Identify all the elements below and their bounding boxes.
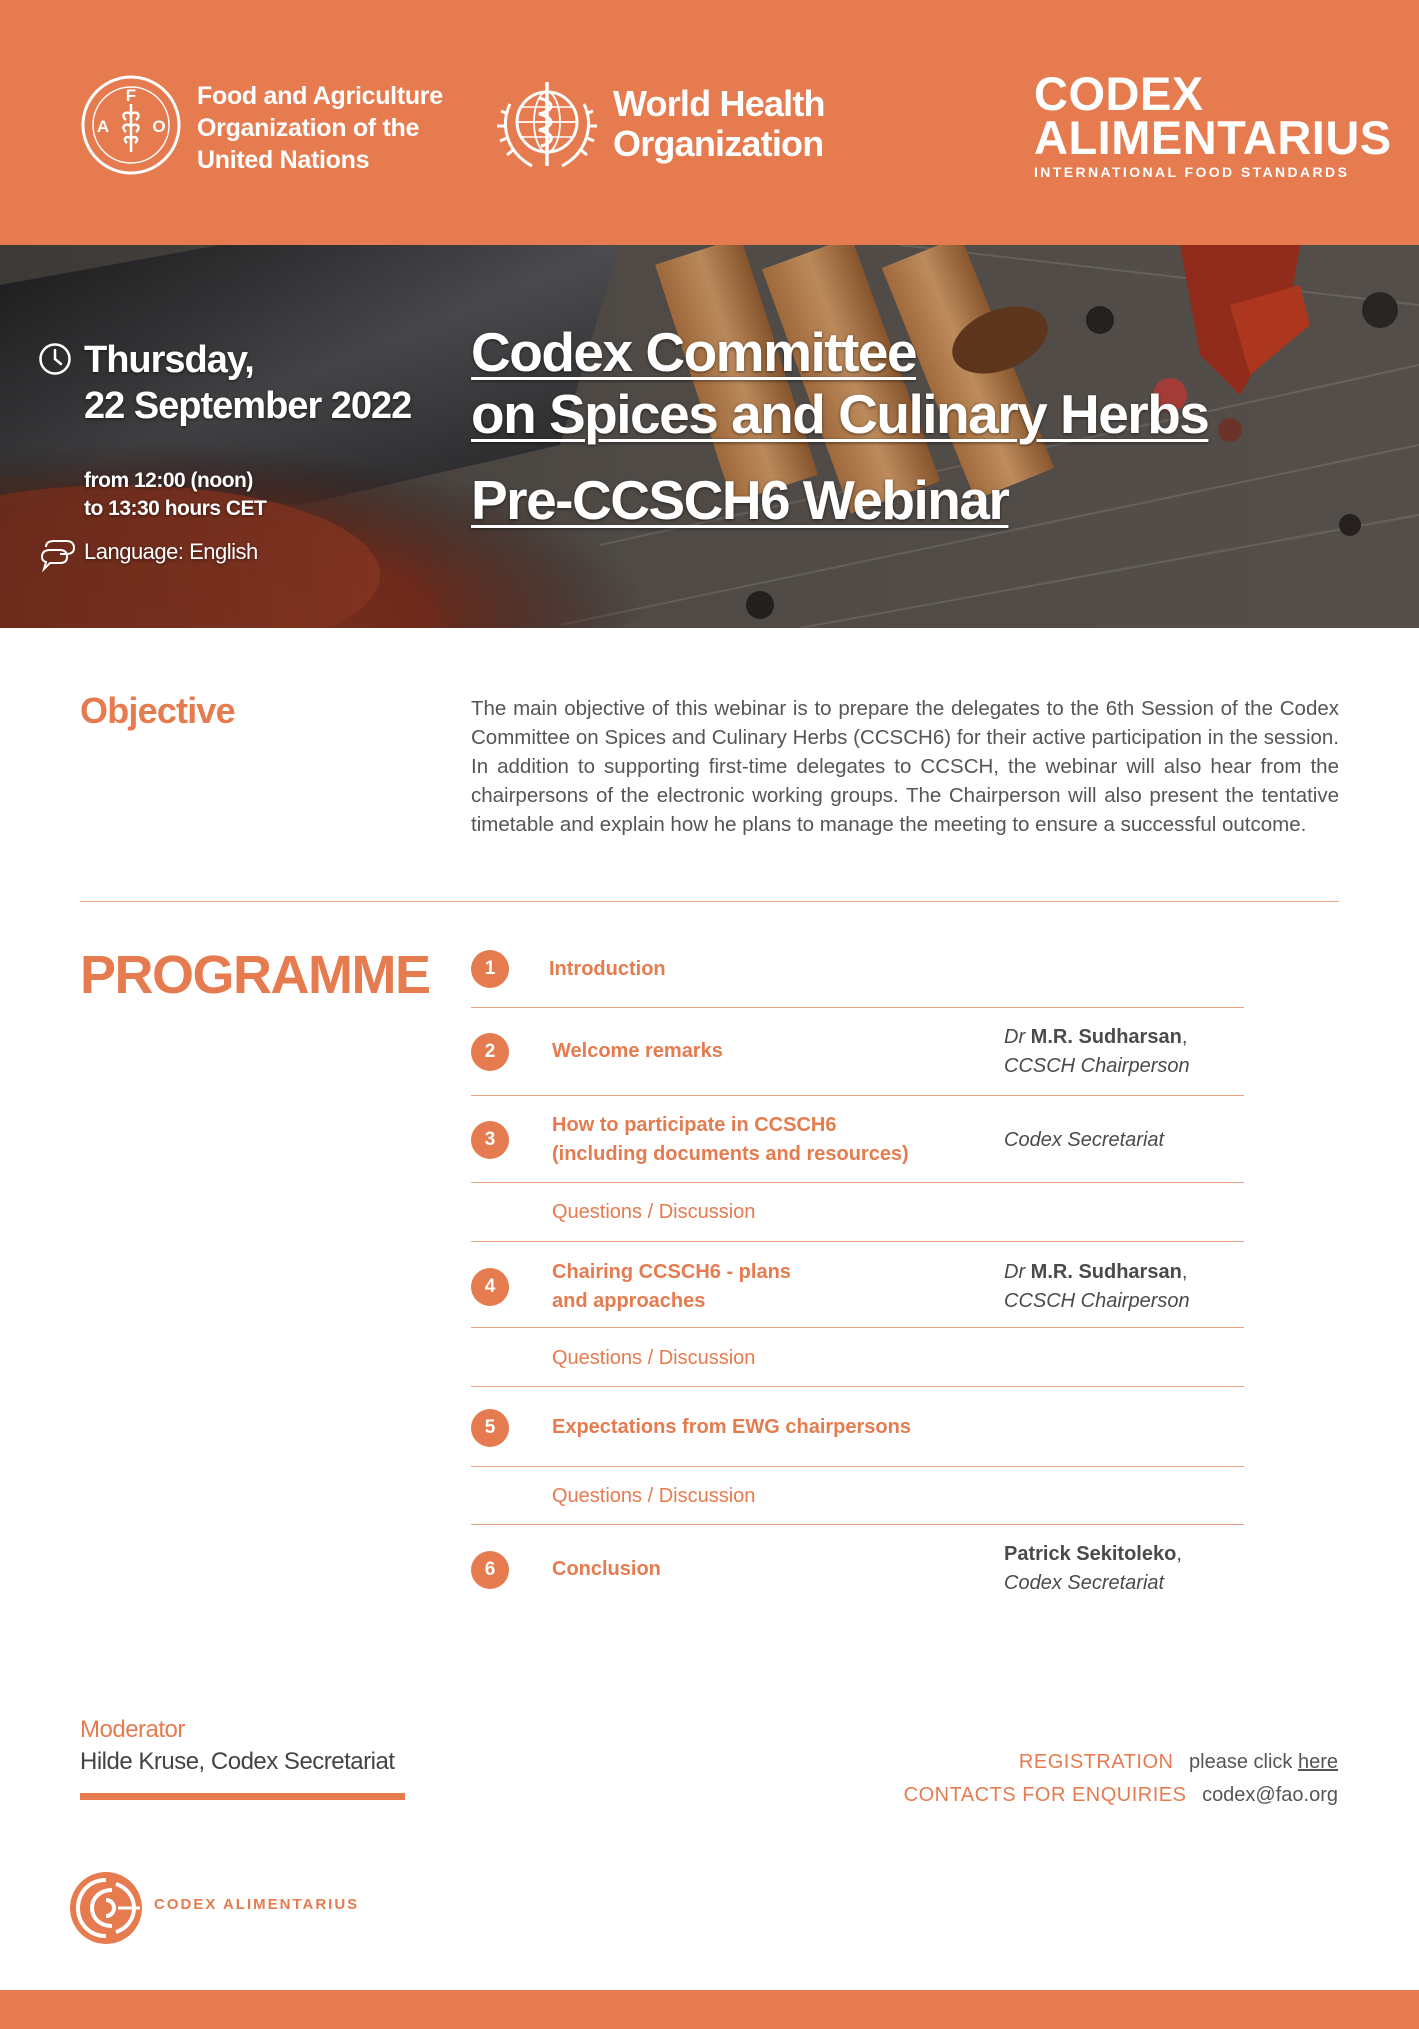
codex-logo-line1: CODEX <box>1034 67 1204 120</box>
row-divider <box>471 1327 1244 1328</box>
agenda-item-expectations: Expectations from EWG chairpersons <box>552 1416 911 1438</box>
who-name-line1: World Health <box>613 83 825 124</box>
event-date <box>84 337 411 429</box>
agenda-number-3: 3 <box>471 1121 509 1159</box>
fao-name <box>197 80 443 176</box>
codex-logo-line2: ALIMENTARIUS <box>1034 111 1392 164</box>
registration-label: REGISTRATION <box>1018 1751 1174 1773</box>
speaker-role: CCSCH Chairperson <box>1004 1055 1190 1077</box>
moderator-name: Hilde Kruse, Codex Secretariat <box>80 1748 395 1775</box>
contacts-email-link[interactable]: codex@fao.org <box>1202 1784 1338 1806</box>
speaker-role: CCSCH Chairperson <box>1004 1290 1190 1312</box>
fao-logo <box>80 74 480 176</box>
objective-text: The main objective of this webinar is to prepare the delegates to the 6th Session of the Codex Committee on Spices and Culinary Herbs (CCSCH6) for their active participation in the session. In addition to supporting first-time delegates to CCSCH, the webinar will also hear from the chairpersons of the electronic working groups. The Chairperson will also present the tentative timetable and explain how he plans to manage the meeting to ensure a successful outcome. <box>471 697 1339 836</box>
agenda-item-conclusion: Conclusion <box>552 1558 661 1580</box>
codex-footer-logo <box>68 1870 368 1950</box>
agenda-item-line1: How to participate in CCSCH6 <box>552 1114 837 1136</box>
agenda-item-line2: (including documents and resources) <box>552 1143 909 1165</box>
moderator-underline <box>80 1793 405 1800</box>
who-emblem-icon <box>492 74 602 176</box>
speech-bubbles-icon <box>38 538 78 572</box>
agenda-number-2: 2 <box>471 1033 509 1071</box>
agenda-item-line1: Chairing CCSCH6 - plans <box>552 1261 791 1283</box>
fao-name-line3: United Nations <box>197 146 370 174</box>
speaker-sudharsan: Dr M.R. Sudharsan, CCSCH Chairperson <box>1004 1026 1190 1077</box>
row-divider <box>471 1007 1244 1008</box>
registration-text <box>1189 1751 1338 1773</box>
agenda-number-4: 4 <box>471 1268 509 1306</box>
agenda-number-6: 6 <box>471 1551 509 1589</box>
who-name-line2: Organization <box>613 123 824 164</box>
event-time-start: from 12:00 (noon) <box>84 469 253 492</box>
event-language: Language: English <box>84 539 258 564</box>
header-band <box>0 0 1419 245</box>
row-divider <box>471 1095 1244 1096</box>
speaker-role: Codex Secretariat <box>1004 1572 1165 1594</box>
agenda-item-introduction: Introduction <box>549 958 666 980</box>
event-title-line2: on Spices and Culinary Herbs <box>471 383 1209 445</box>
event-subtitle: Pre-CCSCH6 Webinar <box>471 469 1009 531</box>
agenda-number-5: 5 <box>471 1409 509 1447</box>
codex-logo-tagline: INTERNATIONAL FOOD STANDARDS <box>1034 164 1350 180</box>
section-divider <box>80 901 1339 902</box>
hero-banner <box>0 245 1419 628</box>
objective-heading: Objective <box>80 690 235 731</box>
row-divider <box>471 1386 1244 1387</box>
fao-emblem-letter-a: A <box>96 117 110 136</box>
row-divider <box>471 1466 1244 1467</box>
event-weekday: Thursday, <box>84 339 254 381</box>
event-title <box>471 321 1208 531</box>
contacts-label: CONTACTS FOR ENQUIRIES <box>903 1784 1187 1806</box>
fao-emblem-letter-o: O <box>152 117 166 136</box>
speaker-title: Dr <box>1004 1026 1026 1048</box>
codex-mark-icon <box>68 1870 144 1946</box>
footer-band <box>0 1990 1419 2029</box>
row-divider <box>471 1241 1244 1242</box>
codex-alimentarius-logo <box>1034 67 1392 180</box>
programme-heading: PROGRAMME <box>80 945 430 1005</box>
speaker-name: M.R. Sudharsan <box>1030 1026 1182 1048</box>
fao-emblem-icon <box>80 74 182 176</box>
who-logo <box>492 74 832 176</box>
agenda-number-1: 1 <box>471 950 509 988</box>
registration-prompt: please click <box>1189 1751 1293 1773</box>
event-time-end: to 13:30 hours CET <box>84 497 267 520</box>
agenda-item-chairing <box>552 1258 791 1316</box>
event-full-date: 22 September 2022 <box>84 385 412 427</box>
who-name <box>613 84 825 164</box>
questions-discussion: Questions / Discussion <box>552 1485 756 1507</box>
row-divider <box>471 1182 1244 1183</box>
fao-name-line2: Organization of the <box>197 114 420 142</box>
event-title-line1: Codex Committee <box>471 321 917 383</box>
event-time <box>84 467 266 523</box>
codex-footer-logo-text: CODEX ALIMENTARIUS <box>154 1896 360 1913</box>
questions-discussion: Questions / Discussion <box>552 1201 756 1223</box>
speaker-name: M.R. Sudharsan <box>1030 1261 1182 1283</box>
speaker-role: Codex Secretariat <box>1004 1129 1165 1151</box>
clock-icon <box>38 342 72 376</box>
fao-emblem-letter-f: F <box>125 86 137 105</box>
fao-name-line1: Food and Agriculture <box>197 82 443 110</box>
questions-discussion: Questions / Discussion <box>552 1347 756 1369</box>
registration-block <box>904 1746 1338 1812</box>
registration-link[interactable]: here <box>1297 1751 1338 1773</box>
speaker-title: Dr <box>1004 1261 1026 1283</box>
agenda-item-welcome-remarks: Welcome remarks <box>552 1040 723 1062</box>
speaker-sekitoleko: Patrick Sekitoleko, Codex Secretariat <box>1004 1543 1182 1594</box>
speaker-name: Patrick Sekitoleko <box>1004 1543 1177 1565</box>
speaker-sudharsan: Dr M.R. Sudharsan, CCSCH Chairperson <box>1004 1261 1190 1312</box>
speaker-codex-secretariat <box>1004 1126 1164 1155</box>
agenda-item-how-to-participate <box>552 1111 909 1169</box>
agenda-item-line2: and approaches <box>552 1290 706 1312</box>
row-divider <box>471 1524 1244 1525</box>
moderator-label: Moderator <box>80 1716 185 1743</box>
